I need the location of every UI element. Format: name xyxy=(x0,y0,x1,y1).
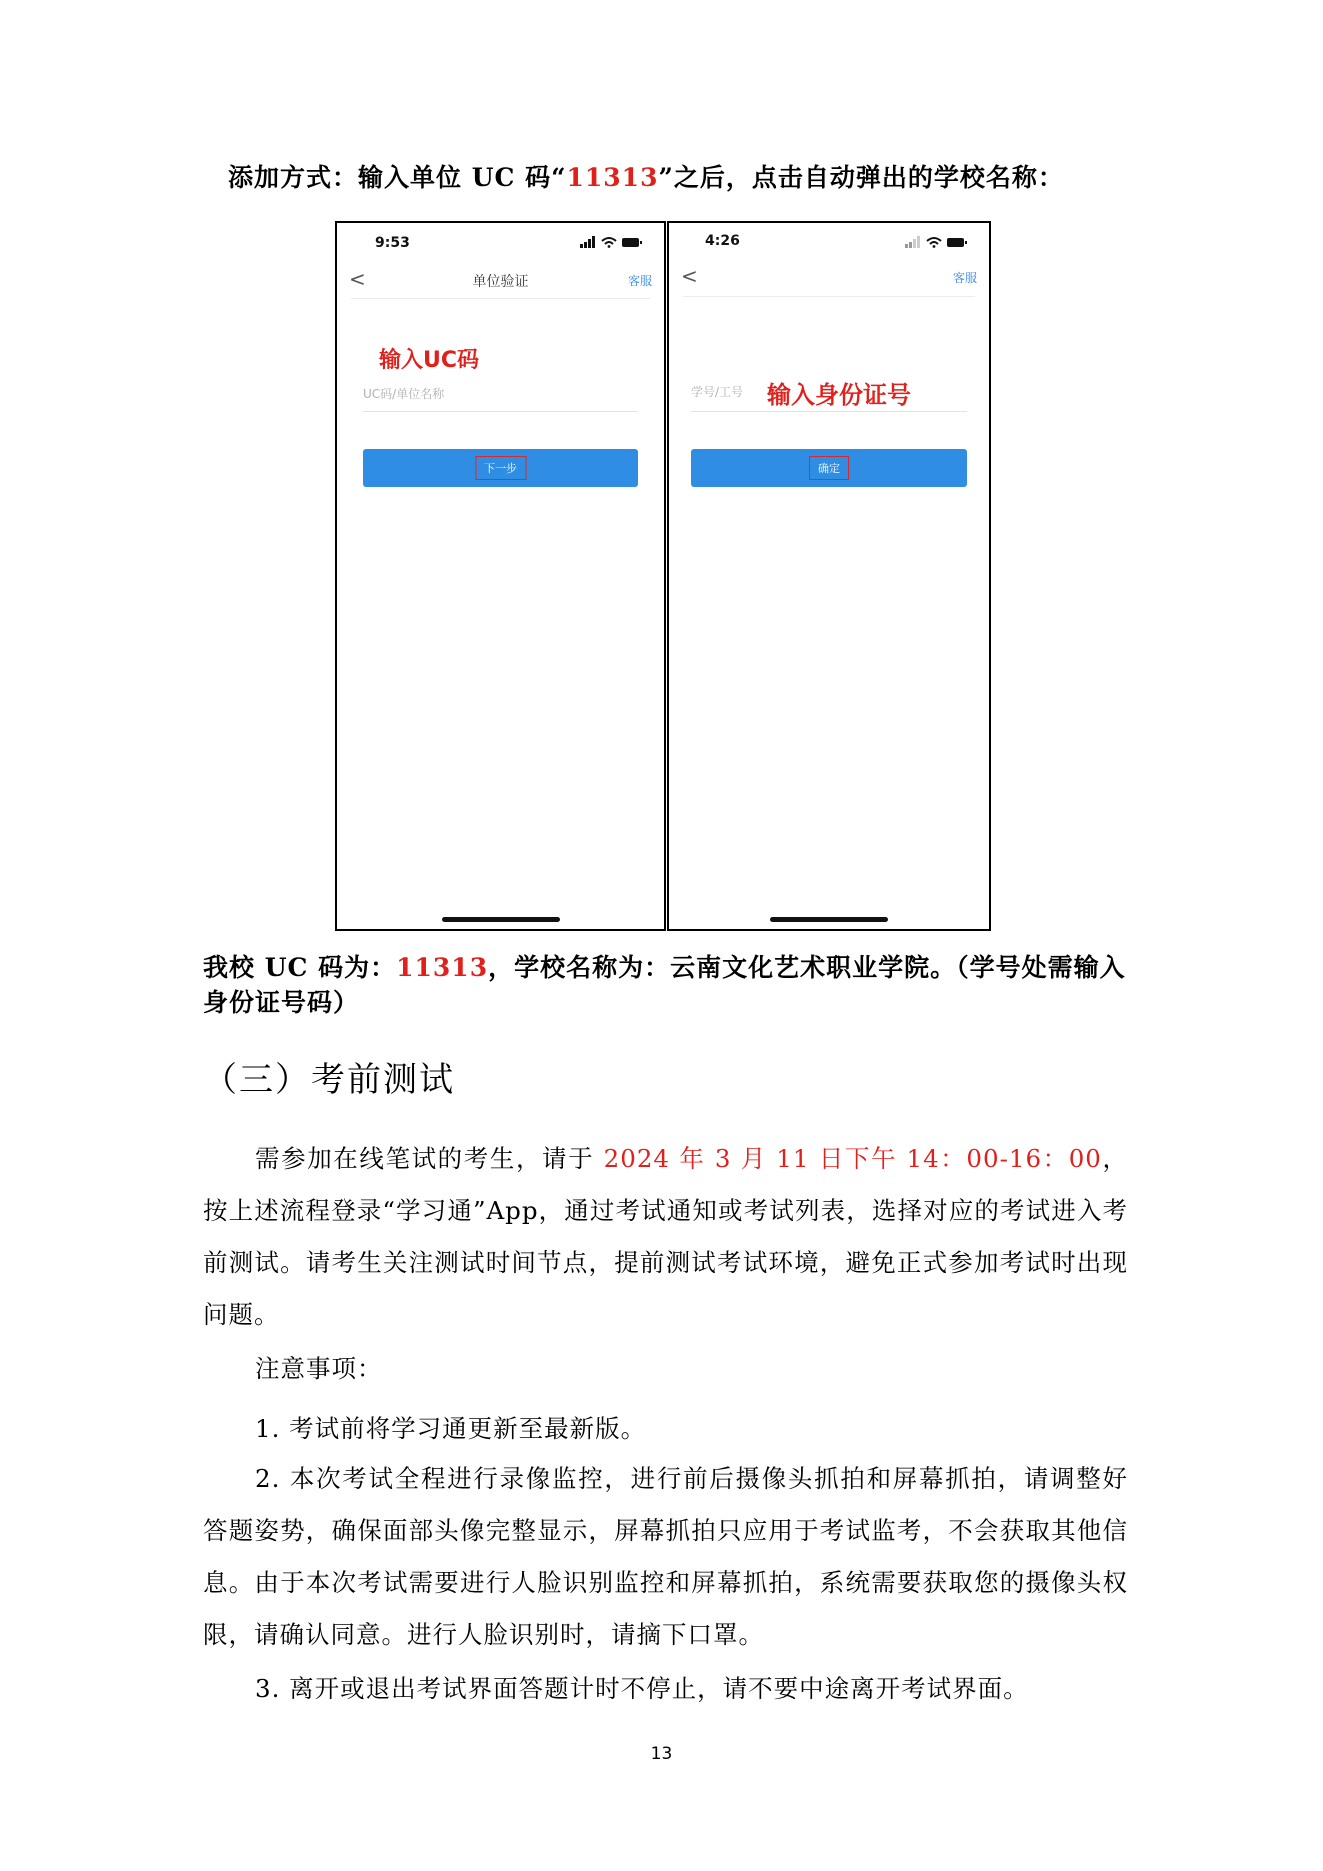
nav-divider xyxy=(351,298,650,299)
phone-screenshot-uc-verification xyxy=(335,221,666,931)
back-chevron-icon[interactable]: < xyxy=(681,264,698,288)
confirm-button[interactable] xyxy=(691,449,967,487)
home-indicator xyxy=(442,917,560,922)
customer-service-link[interactable]: 客服 xyxy=(952,271,977,285)
status-icons xyxy=(905,236,967,248)
confirm-label: 确定 xyxy=(809,456,849,480)
input-underline xyxy=(691,411,967,412)
annotation-enter-uc-code: 输入UC码 xyxy=(379,348,480,373)
uc-note-after: ，学校名称为：云南文化艺术职业学院。（学号处需输入身份证号码） xyxy=(203,953,1126,1017)
uc-code-input[interactable]: UC码/单位名称 xyxy=(363,387,445,401)
intro-text-before: 添加方式：输入单位 UC 码“ xyxy=(228,163,567,192)
home-indicator xyxy=(770,917,888,922)
status-icons xyxy=(580,236,642,248)
nav-divider xyxy=(683,296,975,297)
uc-note-code: 11313 xyxy=(396,953,489,982)
next-step-button[interactable] xyxy=(363,449,638,487)
input-underline xyxy=(363,411,638,412)
section-heading: （三）考前测试 xyxy=(203,1060,455,1100)
page-number: 13 xyxy=(650,1744,673,1764)
status-time: 9:53 xyxy=(375,235,410,251)
test-date-time: 2024 年 3 月 11 日下午 14：00-16：00 xyxy=(603,1144,1102,1173)
intro-line xyxy=(228,158,1128,194)
annotation-enter-id-number: 输入身份证号 xyxy=(767,381,911,409)
intro-uc-code: 11313 xyxy=(566,163,659,192)
pre-test-paragraph xyxy=(203,1133,1128,1341)
student-id-input[interactable]: 学号/工号 xyxy=(691,385,744,399)
note-item-3: 3. 离开或退出考试界面答题计时不停止，请不要中途离开考试界面。 xyxy=(255,1674,1029,1703)
customer-service-link[interactable]: 客服 xyxy=(627,274,652,288)
next-step-label: 下一步 xyxy=(475,456,526,480)
note-item-2: 2. 本次考试全程进行录像监控，进行前后摄像头抓拍和屏幕抓拍，请调整好答题姿势，确保面部头像完整显示，屏幕抓拍只应用于考试监考，不会获取其他信息。由于本次考试需要进行人脸识别监控和屏幕抓拍，系统需要获取您的摄像头权限，请确认同意。进行人脸识别时，请摘下口罩。 xyxy=(203,1464,1128,1649)
paragraph-text-before: 需参加在线笔试的考生，请于 xyxy=(255,1144,604,1173)
status-time: 4:26 xyxy=(705,233,740,249)
note-item-1: 1. 考试前将学习通更新至最新版。 xyxy=(255,1414,647,1443)
paragraph-text-after: ，按上述流程登录“学习通”App，通过考试通知或考试列表，选择对应的考试进入考前测试。请考生关注测试时间节点，提前测试考试环境，避免正式参加考试时出现问题。 xyxy=(203,1144,1129,1329)
back-chevron-icon[interactable]: < xyxy=(349,267,366,291)
uc-note-before: 我校 UC 码为： xyxy=(203,953,397,982)
intro-text-after: ”之后，点击自动弹出的学校名称： xyxy=(658,163,1064,192)
nav-title: 单位验证 xyxy=(472,274,529,290)
notes-title: 注意事项： xyxy=(255,1354,383,1383)
uc-code-note xyxy=(203,950,1133,1020)
phone-screenshot-student-id xyxy=(667,221,991,931)
